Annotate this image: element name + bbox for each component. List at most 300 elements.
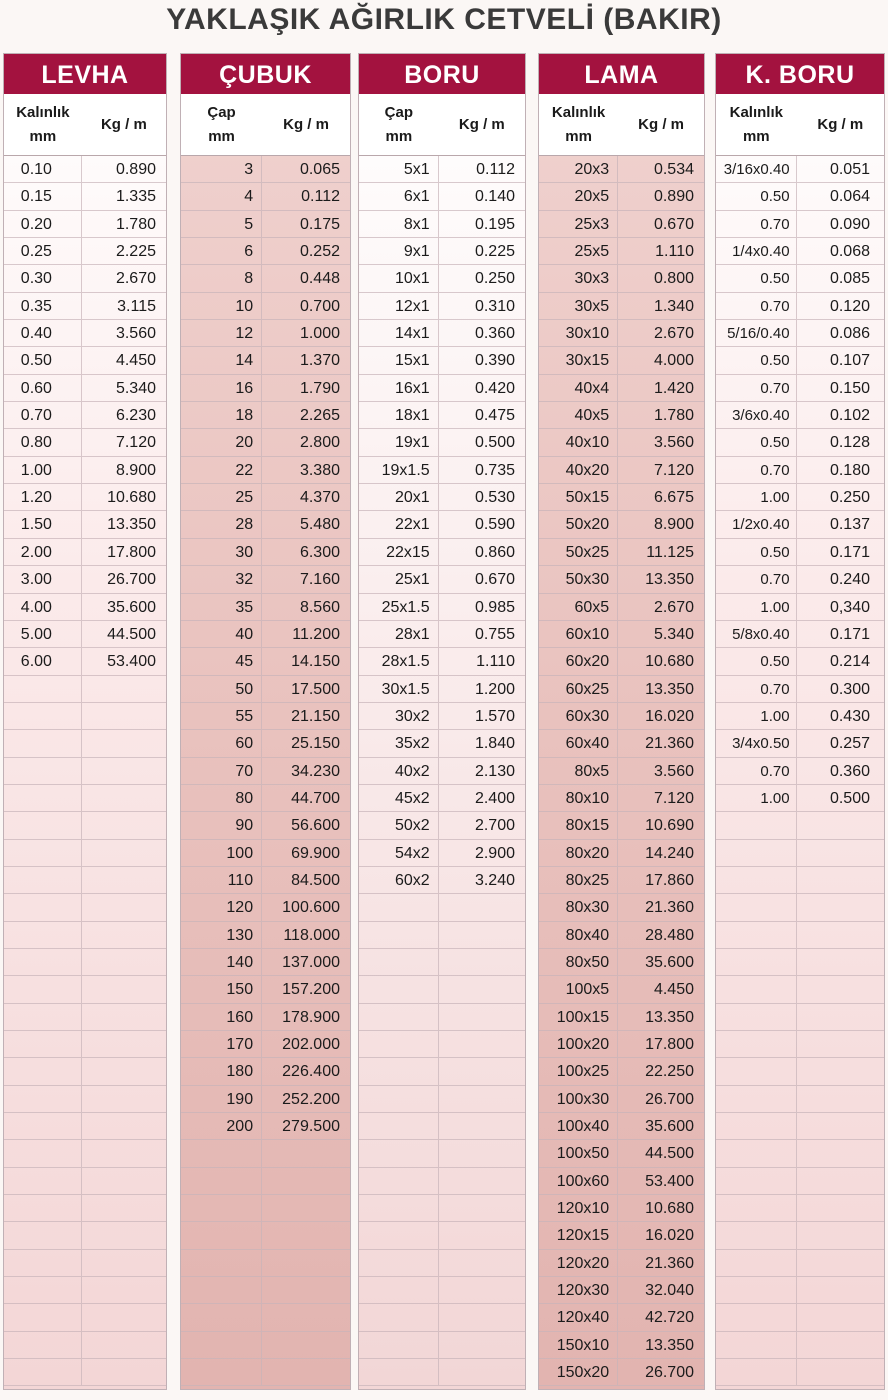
empty-row [716, 1250, 884, 1277]
table-row [359, 511, 525, 538]
empty-cell [797, 1031, 884, 1057]
empty-cell [262, 1140, 350, 1166]
empty-cell [716, 1004, 797, 1030]
cell-weight: 6.675 [653, 489, 694, 507]
empty-cell [82, 840, 166, 866]
cell-weight: 0.735 [474, 461, 515, 479]
cell-weight: 32.040 [645, 1282, 694, 1300]
table-row [716, 730, 884, 757]
cell-weight: 0.430 [829, 707, 870, 725]
empty-cell [4, 1359, 82, 1385]
cell-dimension: 200 [181, 1113, 262, 1139]
column-levha [3, 53, 167, 1390]
table-row [359, 840, 525, 867]
table-row [359, 867, 525, 894]
table-row [539, 1222, 704, 1249]
cell-dimension: 14x1 [359, 320, 439, 346]
cell-weight: 7.120 [653, 789, 694, 807]
cell-weight: 2.670 [653, 325, 694, 343]
cell-dimension: 25x1 [359, 566, 439, 592]
cell-weight: 0.225 [474, 243, 515, 261]
cell-weight: 0.890 [115, 161, 156, 178]
empty-cell [359, 1031, 439, 1057]
cell-dimension: 100x50 [539, 1140, 618, 1166]
cell-weight: 26.700 [645, 1364, 694, 1382]
table-row [4, 511, 166, 538]
cell-dimension: 54x2 [359, 840, 439, 866]
cell-dimension: 80 [181, 785, 262, 811]
cell-weight: 0.534 [653, 161, 694, 178]
empty-cell [359, 1004, 439, 1030]
empty-cell [82, 812, 166, 838]
cell-dimension: 4 [181, 183, 262, 209]
table-row [359, 375, 525, 402]
empty-cell [82, 1086, 166, 1112]
subheader-label: Çap [384, 103, 413, 121]
cell-dimension: 0.50 [716, 183, 797, 209]
cell-dimension: 0.70 [716, 375, 797, 401]
empty-row [181, 1140, 350, 1167]
cell-dimension: 1.00 [716, 484, 797, 510]
cell-dimension: 22x1 [359, 511, 439, 537]
empty-row [4, 785, 166, 812]
empty-row [181, 1168, 350, 1195]
cell-dimension: 1.50 [4, 511, 82, 537]
empty-cell [797, 867, 884, 893]
cell-weight: 0.112 [476, 161, 515, 178]
subheader-dimension [359, 94, 439, 155]
table-row [4, 265, 166, 292]
cell-dimension: 60x20 [539, 648, 618, 674]
empty-cell [4, 812, 82, 838]
cell-dimension: 5.00 [4, 621, 82, 647]
empty-cell [262, 1250, 350, 1276]
cell-dimension: 100x30 [539, 1086, 618, 1112]
empty-cell [716, 1304, 797, 1330]
cell-weight: 35.600 [107, 598, 156, 616]
cell-dimension: 90 [181, 812, 262, 838]
cell-dimension: 120x20 [539, 1250, 618, 1276]
cell-dimension: 0.40 [4, 320, 82, 346]
cell-dimension: 1.20 [4, 484, 82, 510]
table-body [539, 156, 704, 1386]
empty-row [4, 758, 166, 785]
empty-row [716, 1058, 884, 1085]
empty-cell [82, 703, 166, 729]
empty-row [716, 1086, 884, 1113]
subheader-dimension [4, 94, 82, 155]
cell-dimension: 0.15 [4, 183, 82, 209]
subheader-label: Çap [207, 103, 236, 121]
cell-dimension: 190 [181, 1086, 262, 1112]
subheader-weight: Kg / m [458, 116, 505, 133]
cell-weight: 0.140 [474, 188, 515, 206]
empty-cell [716, 894, 797, 920]
empty-cell [82, 1031, 166, 1057]
cell-weight: 4.000 [653, 352, 694, 370]
empty-cell [439, 922, 525, 948]
table-row [539, 949, 704, 976]
cell-weight: 10.680 [645, 653, 694, 671]
cell-dimension: 5x1 [359, 156, 439, 182]
empty-cell [716, 1332, 797, 1358]
cell-dimension: 60 [181, 730, 262, 756]
cell-dimension: 130 [181, 922, 262, 948]
table-row [716, 347, 884, 374]
empty-cell [439, 1277, 525, 1303]
table-row [539, 375, 704, 402]
cell-weight: 7.160 [299, 571, 340, 589]
column-subheader [181, 94, 350, 156]
table-row [4, 621, 166, 648]
cell-dimension: 140 [181, 949, 262, 975]
cell-dimension: 180 [181, 1058, 262, 1084]
cell-dimension: 0.70 [716, 457, 797, 483]
table-row [539, 429, 704, 456]
empty-row [359, 1168, 525, 1195]
table-row [359, 703, 525, 730]
subheader-dimension [716, 94, 797, 155]
empty-cell [82, 894, 166, 920]
empty-row [4, 1195, 166, 1222]
cell-weight: 1.840 [474, 735, 515, 753]
cell-dimension: 6x1 [359, 183, 439, 209]
table-row [4, 484, 166, 511]
empty-row [716, 976, 884, 1003]
cell-weight: 5.480 [299, 516, 340, 534]
empty-cell [439, 1304, 525, 1330]
empty-cell [82, 1359, 166, 1385]
subheader-weight: Kg / m [283, 116, 329, 133]
table-row [359, 457, 525, 484]
cell-weight: 0.180 [829, 461, 870, 479]
cell-dimension: 5 [181, 211, 262, 237]
cell-weight: 6.230 [115, 407, 156, 425]
table-row [4, 402, 166, 429]
table-row [181, 402, 350, 429]
empty-cell [439, 976, 525, 1002]
empty-cell [4, 1086, 82, 1112]
table-row [539, 1140, 704, 1167]
cell-dimension: 18x1 [359, 402, 439, 428]
table-row [181, 183, 350, 210]
table-row [181, 511, 350, 538]
cell-dimension: 80x25 [539, 867, 618, 893]
empty-row [716, 867, 884, 894]
cell-weight: 100.600 [282, 899, 340, 917]
empty-row [4, 1113, 166, 1140]
cell-weight: 2.265 [299, 407, 340, 425]
empty-row [359, 1250, 525, 1277]
empty-cell [4, 1058, 82, 1084]
empty-cell [716, 1168, 797, 1194]
cell-dimension: 40x10 [539, 429, 618, 455]
cell-dimension: 12x1 [359, 293, 439, 319]
table-row [181, 922, 350, 949]
table-row [4, 457, 166, 484]
table-row [181, 1086, 350, 1113]
table-row [4, 347, 166, 374]
cell-dimension: 30x1.5 [359, 676, 439, 702]
table-row [359, 211, 525, 238]
cell-weight: 0.360 [474, 325, 515, 343]
table-row [359, 238, 525, 265]
cell-weight: 13.350 [107, 516, 156, 534]
table-row [359, 676, 525, 703]
empty-row [716, 1004, 884, 1031]
cell-dimension: 0.35 [4, 293, 82, 319]
cell-dimension: 1.00 [716, 594, 797, 620]
table-row [539, 293, 704, 320]
cell-dimension: 8 [181, 265, 262, 291]
cell-dimension: 150x20 [539, 1359, 618, 1385]
cell-weight: 53.400 [645, 1172, 694, 1190]
empty-row [716, 1222, 884, 1249]
cell-weight: 0.475 [474, 407, 515, 425]
empty-cell [4, 1031, 82, 1057]
table-row [181, 949, 350, 976]
cell-dimension: 0.70 [716, 758, 797, 784]
empty-cell [181, 1168, 262, 1194]
cell-dimension: 28x1 [359, 621, 439, 647]
empty-cell [4, 949, 82, 975]
cell-dimension: 28 [181, 511, 262, 537]
cell-dimension: 4.00 [4, 594, 82, 620]
cell-weight: 2.670 [653, 598, 694, 616]
subheader-unit: mm [29, 127, 57, 145]
empty-row [181, 1195, 350, 1222]
cell-dimension: 0.30 [4, 265, 82, 291]
table-body [181, 156, 350, 1386]
table-row [181, 812, 350, 839]
table-row [359, 594, 525, 621]
cell-weight: 1.335 [115, 188, 156, 206]
empty-cell [797, 1222, 884, 1248]
cell-weight: 14.240 [645, 844, 694, 862]
empty-cell [439, 1168, 525, 1194]
table-row [4, 566, 166, 593]
empty-cell [716, 976, 797, 1002]
empty-cell [716, 1250, 797, 1276]
empty-cell [181, 1140, 262, 1166]
cell-dimension: 40 [181, 621, 262, 647]
table-row [181, 976, 350, 1003]
empty-row [716, 1332, 884, 1359]
empty-cell [359, 922, 439, 948]
empty-cell [359, 1086, 439, 1112]
empty-row [4, 1250, 166, 1277]
table-row [716, 320, 884, 347]
cell-dimension: 0.70 [4, 402, 82, 428]
empty-cell [181, 1195, 262, 1221]
table-row [539, 703, 704, 730]
cell-weight: 0.310 [474, 297, 515, 315]
cell-weight: 35.600 [645, 953, 694, 971]
cell-weight: 42.720 [645, 1309, 694, 1327]
cell-weight: 0.102 [829, 407, 870, 425]
cell-dimension: 19x1 [359, 429, 439, 455]
empty-cell [82, 1168, 166, 1194]
cell-weight: 252.200 [282, 1090, 340, 1108]
cell-weight: 1.110 [655, 243, 694, 261]
cell-dimension: 25 [181, 484, 262, 510]
cell-dimension: 18 [181, 402, 262, 428]
empty-cell [439, 1086, 525, 1112]
cell-dimension: 2.00 [4, 539, 82, 565]
cell-dimension: 20x3 [539, 156, 618, 182]
cell-dimension: 22x15 [359, 539, 439, 565]
cell-weight: 0.420 [474, 379, 515, 397]
table-row [716, 594, 884, 621]
cell-weight: 26.700 [645, 1090, 694, 1108]
empty-row [4, 922, 166, 949]
cell-dimension: 45 [181, 648, 262, 674]
empty-row [181, 1359, 350, 1386]
cell-dimension: 16 [181, 375, 262, 401]
cell-weight: 0.128 [829, 434, 870, 452]
cell-weight: 0.051 [829, 161, 870, 178]
cell-weight: 0.107 [829, 352, 870, 370]
empty-row [4, 1304, 166, 1331]
table-row [539, 867, 704, 894]
column-header: K. BORU [716, 54, 884, 94]
cell-weight: 44.500 [107, 625, 156, 643]
table-row [181, 594, 350, 621]
cell-weight: 10.680 [645, 1200, 694, 1218]
cell-dimension: 0.70 [716, 676, 797, 702]
table-row [539, 347, 704, 374]
table-row [359, 539, 525, 566]
cell-dimension: 60x2 [359, 867, 439, 893]
cell-dimension: 35 [181, 594, 262, 620]
cell-dimension: 1.00 [716, 785, 797, 811]
table-row [181, 648, 350, 675]
empty-row [359, 1113, 525, 1140]
table-row [539, 1332, 704, 1359]
subheader-weight: Kg / m [100, 116, 147, 133]
empty-row [181, 1222, 350, 1249]
cell-dimension: 3 [181, 156, 262, 182]
empty-cell [797, 1332, 884, 1358]
cell-weight: 0.137 [829, 516, 870, 534]
cell-dimension: 0.70 [716, 211, 797, 237]
cell-dimension: 16x1 [359, 375, 439, 401]
cell-dimension: 1/4x0.40 [716, 238, 797, 264]
cell-weight: 14.150 [291, 653, 340, 671]
empty-cell [82, 1222, 166, 1248]
cell-weight: 0.214 [829, 653, 870, 671]
cell-dimension: 0.10 [4, 156, 82, 182]
cell-weight: 0.670 [474, 571, 515, 589]
cell-dimension: 9x1 [359, 238, 439, 264]
cell-dimension: 80x50 [539, 949, 618, 975]
cell-dimension: 45x2 [359, 785, 439, 811]
table-row [181, 238, 350, 265]
subheader-dimension [539, 94, 618, 155]
table-row [539, 183, 704, 210]
cell-weight: 13.350 [645, 1336, 694, 1354]
empty-cell [4, 1332, 82, 1358]
cell-dimension: 150x10 [539, 1332, 618, 1358]
column-cubuk [180, 53, 351, 1390]
page-title: YAKLAŞIK AĞIRLIK CETVELİ (BAKIR) [166, 3, 722, 36]
cell-weight: 0.590 [474, 516, 515, 534]
empty-cell [181, 1222, 262, 1248]
cell-weight: 202.000 [282, 1036, 340, 1053]
cell-weight: 53.400 [107, 653, 156, 671]
cell-weight: 137.000 [282, 953, 340, 971]
cell-weight: 0.250 [829, 489, 870, 507]
cell-weight: 10.690 [645, 817, 694, 835]
table-row [181, 347, 350, 374]
table-row [4, 320, 166, 347]
empty-cell [4, 867, 82, 893]
cell-weight: 0,340 [829, 598, 870, 616]
empty-row [4, 1332, 166, 1359]
empty-cell [4, 1250, 82, 1276]
cell-dimension: 100 [181, 840, 262, 866]
empty-cell [359, 1195, 439, 1221]
table-row [539, 812, 704, 839]
empty-cell [82, 785, 166, 811]
cell-weight: 17.500 [291, 680, 340, 698]
empty-cell [4, 840, 82, 866]
cell-weight: 1.570 [474, 707, 515, 725]
cell-weight: 1.000 [299, 325, 340, 343]
empty-cell [797, 812, 884, 838]
table-row [4, 539, 166, 566]
table-row [539, 730, 704, 757]
cell-dimension: 20x5 [539, 183, 618, 209]
table-row [716, 703, 884, 730]
table-row [539, 594, 704, 621]
empty-row [4, 676, 166, 703]
table-row [359, 320, 525, 347]
table-row [181, 621, 350, 648]
table-row [359, 293, 525, 320]
table-row [4, 429, 166, 456]
cell-weight: 157.200 [282, 981, 340, 999]
cell-dimension: 14 [181, 347, 262, 373]
cell-weight: 0.700 [299, 297, 340, 315]
empty-cell [82, 730, 166, 756]
empty-cell [359, 949, 439, 975]
empty-cell [82, 758, 166, 784]
table-row [181, 457, 350, 484]
table-row [181, 484, 350, 511]
cell-dimension: 50 [181, 676, 262, 702]
cell-weight: 56.600 [291, 817, 340, 835]
cell-weight: 0.252 [299, 243, 340, 261]
table-row [539, 1058, 704, 1085]
cell-weight: 1.200 [474, 680, 515, 698]
empty-row [4, 1222, 166, 1249]
table-body [4, 156, 166, 1386]
cell-weight: 3.240 [474, 871, 515, 889]
cell-weight: 21.360 [645, 735, 694, 753]
empty-cell [797, 1359, 884, 1385]
cell-weight: 1.780 [115, 215, 156, 233]
empty-row [4, 976, 166, 1003]
cell-dimension: 55 [181, 703, 262, 729]
empty-cell [797, 1113, 884, 1139]
cell-dimension: 80x20 [539, 840, 618, 866]
empty-cell [4, 1304, 82, 1330]
cell-weight: 2.130 [474, 762, 515, 780]
cell-dimension: 0.50 [716, 347, 797, 373]
cell-dimension: 30x3 [539, 265, 618, 291]
table-row [539, 758, 704, 785]
